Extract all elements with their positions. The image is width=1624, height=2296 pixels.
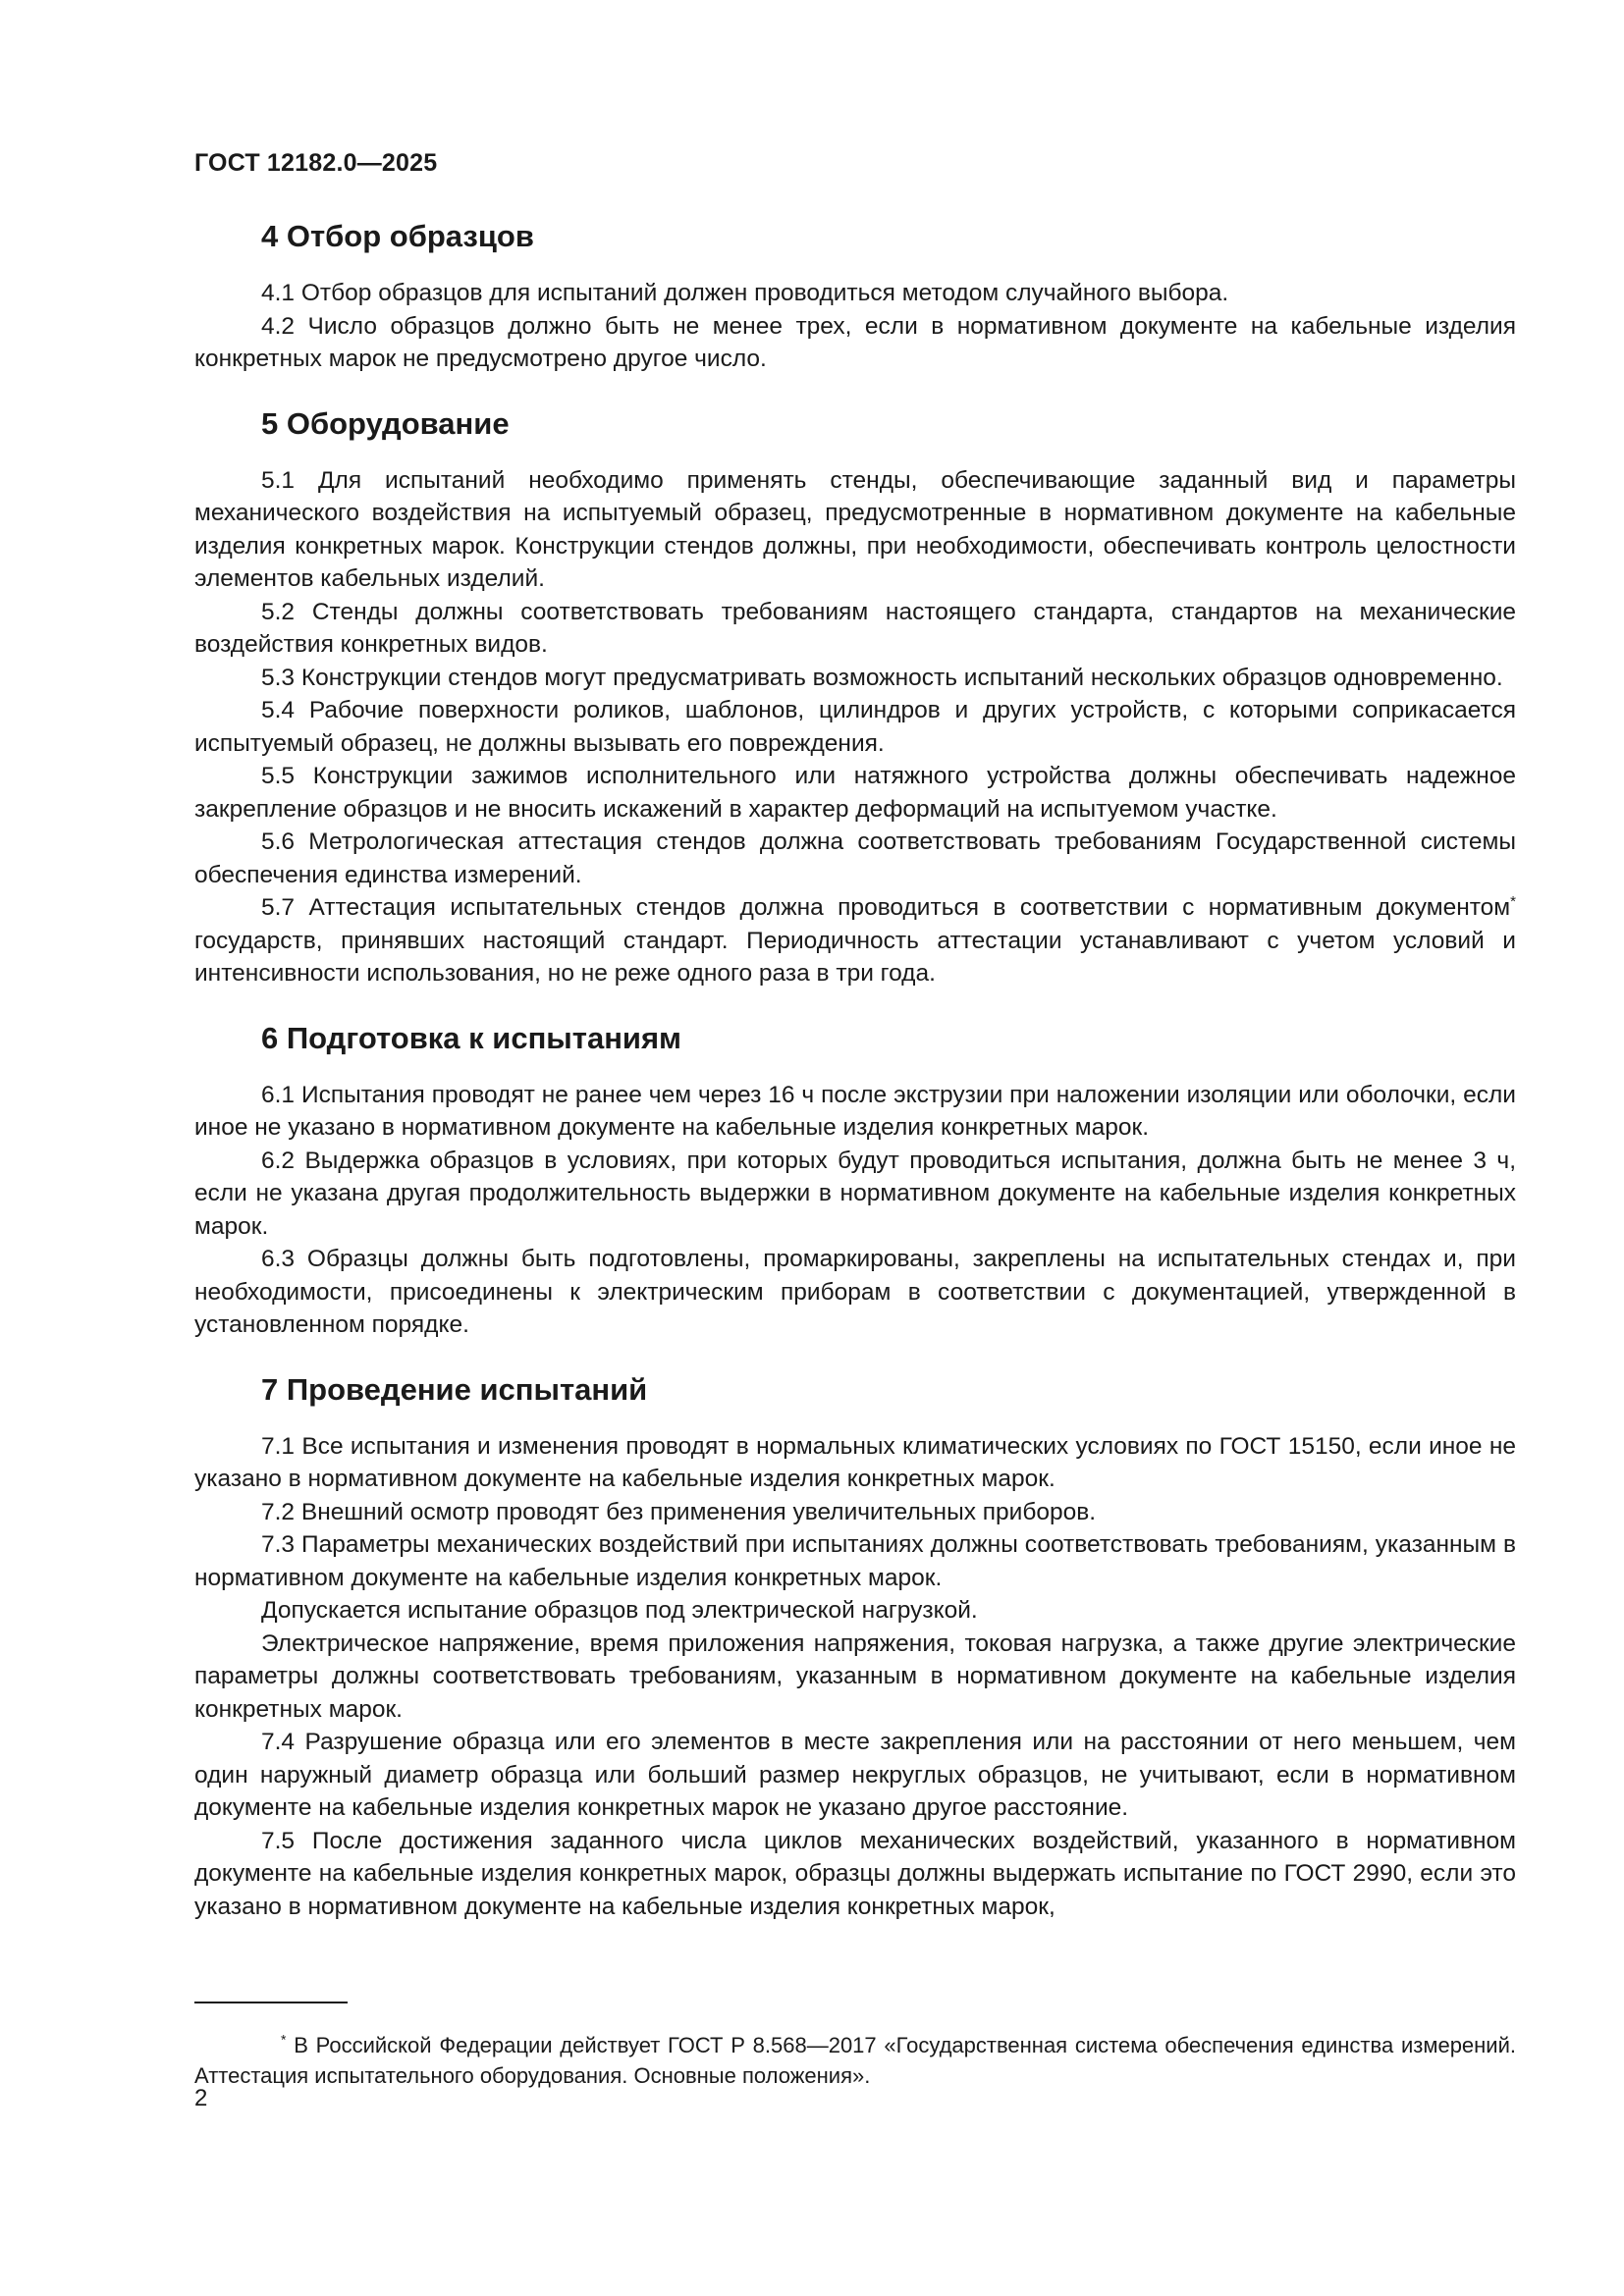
page-number: 2 bbox=[194, 2085, 208, 2111]
paragraph-5-4: 5.4 Рабочие поверхности роликов, шаблонов, цилиндров и других устройств, с которыми соприкасается испытуемый образец, не должны вызывать его повреждения. bbox=[194, 697, 1516, 757]
section-title: 5 Оборудование bbox=[261, 405, 510, 441]
document-body bbox=[194, 218, 1516, 1952]
paragraph-7-3: 7.3 Параметры механических воздействий при испытаниях должны соответствовать требованиям, указанным в нормативном документе на кабельные изделия конкретных марок. bbox=[194, 1531, 1516, 1591]
paragraph-7-3-load: Допускается испытание образцов под электрической нагрузкой. bbox=[261, 1597, 978, 1624]
paragraph-5-6: 5.6 Метрологическая аттестация стендов должна соответствовать требованиям Государственной системы обеспечения единства измерений. bbox=[194, 828, 1516, 888]
section-5 bbox=[194, 405, 1516, 990]
footnote-text: В Российской Федерации действует ГОСТ Р 8.568—2017 «Государственная система обеспечения единства измерений. Аттестация испытательного оборудования. Основные положения». bbox=[194, 2033, 1516, 2088]
paragraph-5-2: 5.2 Стенды должны соответствовать требованиям настоящего стандарта, стандартов на механические воздействия конкретных видов. bbox=[194, 598, 1516, 658]
running-header-doc-code: ГОСТ 12182.0—2025 bbox=[194, 149, 438, 177]
paragraph-6-1: 6.1 Испытания проводят не ранее чем через 16 ч после экструзии при наложении изоляции или оболочки, если иное не указано в нормативном документе на кабельные изделия конкретных марок. bbox=[194, 1081, 1516, 1141]
section-title: 7 Проведение испытаний bbox=[261, 1371, 648, 1407]
footnote-mark: * bbox=[281, 2031, 287, 2048]
paragraph-5-7 bbox=[194, 891, 1516, 990]
paragraph-6-3: 6.3 Образцы должны быть подготовлены, промаркированы, закреплены на испытательных стендах и, при необходимости, присоединены к электрическим приборам в соответствии с документацией, утвержденной в установленном порядке. bbox=[194, 1246, 1516, 1338]
paragraph-4-2: 4.2 Число образцов должно быть не менее трех, если в нормативном документе на кабельные изделия конкретных марок не предусмотрено другое число. bbox=[194, 312, 1516, 372]
paragraph-6-2: 6.2 Выдержка образцов в условиях, при которых будут проводиться испытания, должна быть не менее 3 ч, если не указана другая продолжительность выдержки в нормативном документе на кабельные изделия конкретных марок. bbox=[194, 1147, 1516, 1240]
paragraph-7-2: 7.2 Внешний осмотр проводят без применения увеличительных приборов. bbox=[261, 1498, 1097, 1525]
section-7 bbox=[194, 1371, 1516, 1924]
paragraph-5-7-text-before: 5.7 Аттестация испытательных стендов должна проводиться в соответствии с нормативным документом bbox=[261, 894, 1511, 921]
section-title: 6 Подготовка к испытаниям bbox=[261, 1020, 681, 1055]
footnote-reference-mark: * bbox=[1510, 892, 1516, 910]
section-4 bbox=[194, 218, 1516, 376]
paragraph-7-4: 7.4 Разрушение образца или его элементов в месте закрепления или на расстоянии от него меньшем, чем один наружный диаметр образца или больший размер некруглых образцов, не учитывают, если в нормативном документе на кабельные изделия конкретных марок не указано другое расстояние. bbox=[194, 1729, 1516, 1821]
paragraph-7-1: 7.1 Все испытания и изменения проводят в нормальных климатических условиях по ГОСТ 15150, если иное не указано в нормативном документе на кабельные изделия конкретных марок. bbox=[194, 1432, 1516, 1492]
paragraph-7-3-electrical: Электрическое напряжение, время приложения напряжения, токовая нагрузка, а также другие электрические параметры должны соответствовать требованиям, указанным в нормативном документе на кабельные изделия конкретных марок. bbox=[194, 1629, 1516, 1723]
section-title: 4 Отбор образцов bbox=[261, 219, 534, 253]
paragraph-5-3: 5.3 Конструкции стендов могут предусматривать возможность испытаний нескольких образцов одновременно. bbox=[261, 664, 1503, 691]
paragraph-5-5: 5.5 Конструкции зажимов исполнительного или натяжного устройства должны обеспечивать надежное закрепление образцов и не вносить искажений в характер деформаций на испытуемом участке. bbox=[194, 763, 1516, 823]
paragraph-5-1: 5.1 Для испытаний необходимо применять стенды, обеспечивающие заданный вид и параметры механического воздействия на испытуемый образец, предусмотренные в нормативном документе на кабельные изделия конкретных марок. Конструкции стендов должны, при необходимости, обеспечивать контроль целостности элементов кабельных изделий. bbox=[194, 466, 1516, 592]
paragraph-4-1: 4.1 Отбор образцов для испытаний должен проводиться методом случайного выбора. bbox=[261, 280, 1229, 306]
section-6 bbox=[194, 1020, 1516, 1342]
paragraph-5-7-text-after: государств, принявших настоящий стандарт. Периодичность аттестации устанавливают с учетом условий и интенсивности использования, но не реже одного раза в три года. bbox=[194, 927, 1516, 987]
footnote-divider bbox=[194, 2002, 348, 2003]
footnote bbox=[194, 2030, 1516, 2091]
paragraph-7-5: 7.5 После достижения заданного числа циклов механических воздействий, указанного в нормативном документе на кабельные изделия конкретных марок, образцы должны выдержать испытание по ГОСТ 2990, если это указано в нормативном документе на кабельные изделия конкретных марок, bbox=[194, 1827, 1516, 1920]
